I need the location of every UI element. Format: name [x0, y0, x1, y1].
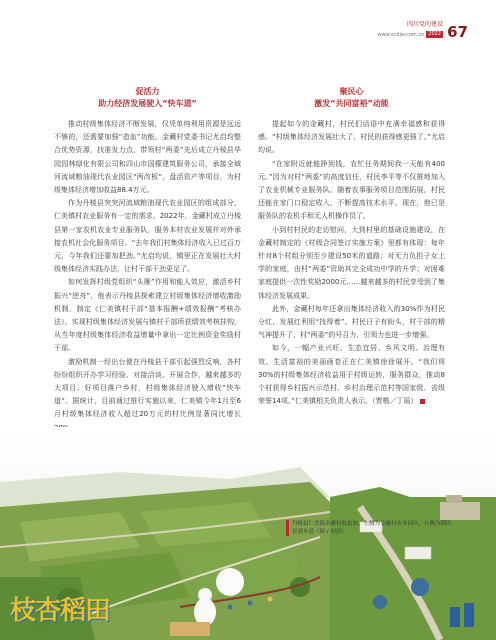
left-paragraph: 如何发挥村级党组织“头雁”作用和能人效应，激活乡村振兴“逆舟”，他表示丹棱县探索建立村级集体经济增收激励机制，制定《仁美镇村干部“基本报酬+绩效报酬”考核办法》，实现村级集体经济发展与镇村干部所获绩效考核挂钩，从当年度村级集体经济收益增量中拿出一定比例资金奖励村干部。: [54, 278, 241, 353]
right-paragraph-text: 如今，一幅产业兴旺、生态宜居、乡风文明、治理有效、生活富裕的美丽画卷正在仁美镇徐徐展开。“我们将30%的村级集体经济收益用于村级运转，服务群众，推动8个村获得乡村振兴示范村、乡村治理示范村等国家级、省级荣誉14项。”仁美镇相关负责人表示。（贾楷／丁瑶）: [258, 344, 445, 406]
right-paragraph: 提起如今的金藏村，村民们话语中充满幸福感和获得感。“村级集体经济发展壮大了，村民的获得感更强了。”尤启均说。: [258, 120, 445, 155]
right-paragraph: 此外，金藏村每年还拿出集体经济收入的30%作为村民分红，发展红利用“找得着”。村民日子有盼头，村干部的精气神提升了，村“两委”的号召力、引领力也进一步增强。: [258, 304, 445, 340]
left-paragraph: 作为丹棱县突突河流域粮油现代农业园区的组成部分，仁美镇村农业服务有一定的需求。2022年，金藏村成立丹棱县第一家农机农业专业服务队，服务本村农业发展并对外承接农机社会化服务项目。“去年我们村集体经济收入已过百万元，今年我们还要加把劲。”尤启均说，镇里正在发展壮大村级集体经济实践办法，让村干部干劲更足了。: [54, 199, 241, 274]
left-paragraph: 激励机制一经出台便在丹棱县干部引起强烈反响，各村纷纷组织开办学习经验、对接洽谈、开展合作，越来越多的大项目、好项目落户乡村，村级集体经济驶入增收“快车道”。据统计，目前通过推行实施以来，仁美镇今年1月至6月村级集体经济收入超过20万元的村比例显著同比增长: [54, 357, 241, 419]
right-body: [258, 118, 445, 408]
right-paragraph: 小到村村民的走访慰问，大到村里的基础设施建设，在金藏村制定的《村级合同签订实施方案》里都有体现：每年针对8个村组分别至少建设50米的道路；对无力负担子女上学的家庭，由村“两委”资助其完全成功中学的升学；对困难家庭提供一次性奖励2000元……越来越多的村民享受到了集体经济发展成果。: [258, 225, 445, 300]
photo-sign-text: 枝杏稻田: [10, 596, 111, 626]
left-paragraph: 推动村级集体经济不断发展，仅凭单纯利用资源是远远不够的，还需要加强“造血”功能。金藏村党委书记尤启均整合优势资源，找准发力点，带领村“两委”先后成立丹棱县华园园林绿化有限公司和四山市国檬建筑服务公司，承接全域河流域粮油现代农业园区“两改板”，盘活资产等项目，为村级集体经济增加收益88.4万元。: [54, 120, 241, 195]
left-title-line1: 促活力: [135, 87, 160, 96]
magazine-name: 四川党的建设: [406, 21, 443, 28]
right-section-title: [258, 86, 445, 110]
photo-caption: [286, 520, 456, 536]
left-title-line2: 助力经济发展驶入“快车道”: [98, 99, 197, 108]
caption-text: 丹棱县仁美镇金藏村航拍图。左侧为金藏村农业园区，右侧为稻田景观步道（图 / 胡涛）: [292, 521, 452, 535]
left-column: [54, 86, 241, 435]
left-body: [54, 118, 241, 435]
right-title-line1: 聚民心: [339, 87, 364, 96]
right-column: [258, 86, 445, 408]
website-line: [378, 31, 443, 38]
end-mark: [420, 399, 425, 404]
year-tag: 2022: [428, 31, 441, 37]
caption-bar: [286, 520, 289, 536]
website-url: www.scdjw.com.cn: [377, 31, 425, 38]
right-paragraph: “在家附近就能挣到钱，农忙任务期间我一天能有400元。”因为对村“两委”的高度信任，村民李平等不仅推地加入了农业机械专业服务队。随着农事服务项目范围拓展，村民还能在家门口稳定收入，不断提高技术水平。现在，他已是服务队的农机手和无人机操作员了。: [258, 159, 445, 221]
page-number: 67: [447, 23, 468, 41]
right-title-line2: 激发“共同富裕”动能: [314, 99, 389, 108]
page-header: [0, 0, 496, 56]
right-paragraph: [258, 342, 445, 408]
left-section-title: [54, 86, 241, 110]
